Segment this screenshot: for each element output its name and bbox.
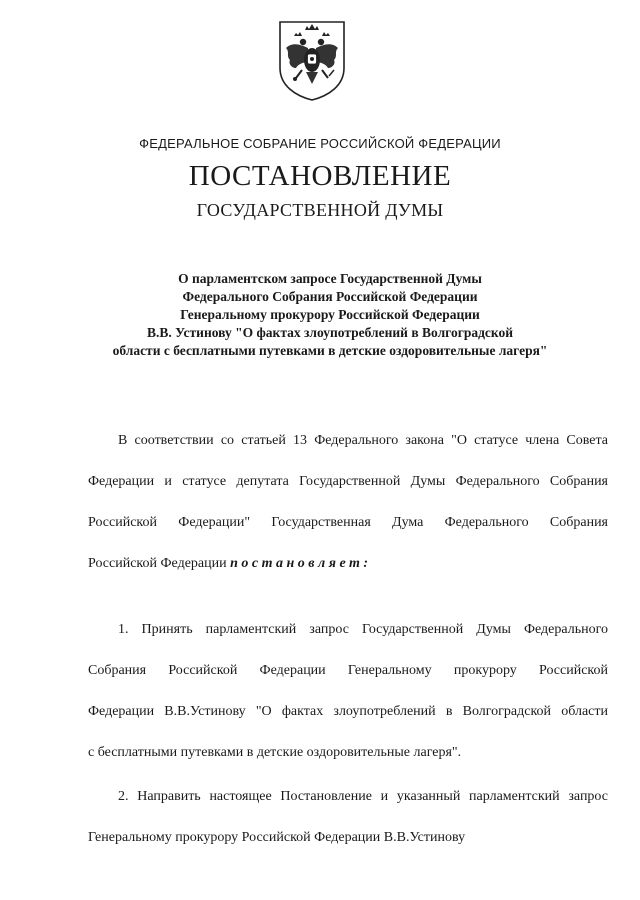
document-subject — [60, 270, 600, 360]
preamble-line: Российской Федерации" Государственная Дума Федерального Собрания — [88, 515, 608, 530]
subject-line: О парламентском запросе Государственной Думы — [178, 271, 482, 286]
organization-name: ФЕДЕРАЛЬНОЕ СОБРАНИЕ РОССИЙСКОЙ ФЕДЕРАЦИИ — [139, 136, 501, 151]
subject-line: В.В. Устинову "О фактах злоупотреблений в Волгоградской — [146, 325, 514, 340]
item-line: Федерации В.В.Устинову "О фактах злоупотреблений в Волгоградской области — [88, 704, 608, 719]
subject-line: области с бесплатными путевками в детские оздоровительные лагеря" — [112, 343, 548, 358]
russian-coat-of-arms-icon — [274, 18, 350, 102]
preamble-line: Российской Федерации — [88, 556, 227, 571]
document-type: ПОСТАНОВЛЕНИЕ — [188, 160, 452, 192]
preamble-paragraph — [88, 420, 608, 584]
item-line: Собрания Российской Федерации Генеральному прокурору Российской — [88, 663, 608, 678]
item-2-paragraph — [88, 776, 608, 858]
issuing-body: ГОСУДАРСТВЕННОЙ ДУМЫ — [196, 200, 444, 220]
item-1-paragraph — [88, 609, 608, 773]
item-line: 2. Направить настоящее Постановление и указанный парламентский запрос — [118, 789, 608, 804]
resolves-word: постановляет: — [230, 556, 372, 571]
subject-line: Федерального Собрания Российской Федерации — [182, 289, 478, 304]
preamble-line: Федерации и статусе депутата Государственной Думы Федерального Собрания — [88, 474, 608, 489]
item-line: Генеральному прокурору Российской Федерации В.В.Устинову — [88, 830, 466, 845]
subject-line: Генеральному прокурору Российской Федерации — [180, 307, 480, 322]
item-line: с бесплатными путевками в детские оздоровительные лагеря". — [88, 745, 462, 760]
preamble-line-final — [88, 543, 608, 584]
preamble-line: В соответствии со статьей 13 Федерального закона "О статусе члена Совета — [118, 433, 608, 448]
item-line: 1. Принять парламентский запрос Государственной Думы Федерального — [118, 622, 608, 637]
